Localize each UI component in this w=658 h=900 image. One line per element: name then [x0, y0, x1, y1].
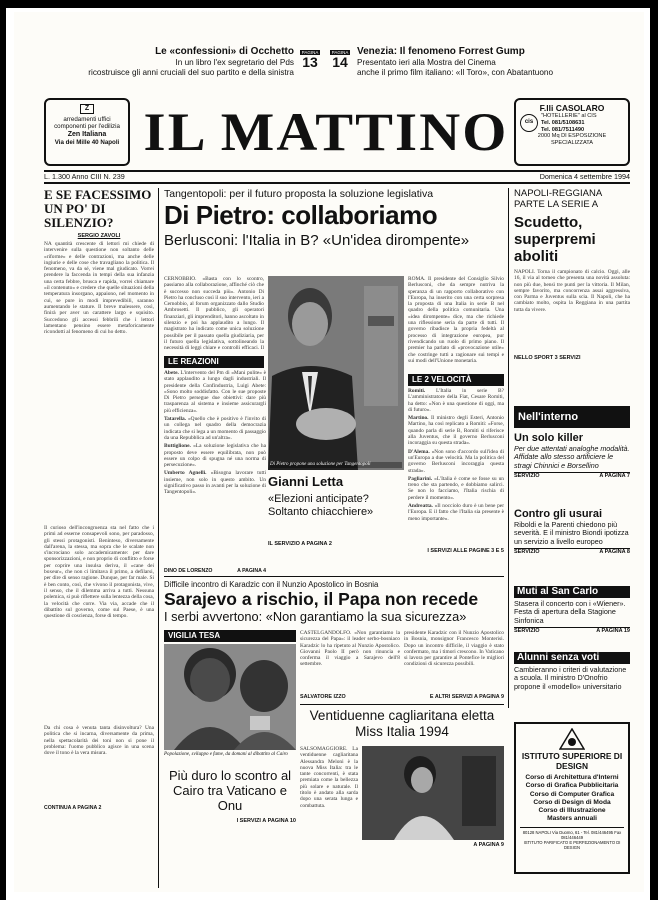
editorial-author: SERGIO ZAVOLI — [77, 233, 121, 239]
reazioni-name: Buttiglione. — [164, 443, 191, 450]
papa-kicker: Difficile incontro di Karadzic con il Nunzio Apostolico in Bosnia — [164, 580, 379, 589]
lead-body-right: ROMA. Il presidente del Consiglio Silvio Berlusconi, che da sempre nutriva la speranza di un rapporto collaborativo con l'Europa, ha inserito con una certa sorpresa la proposta di una Italia in serie B nel quadro della politica comunitaria. Una «idea dirompente» dice, ma che richiede una riflessione seria da parte di tutti. Il governo ribadisce la propria fedeltà al processo di integrazione europea, pur rivendicando un ruolo di primo piano. Il premier ha parlato di «provocazione utile» che costringe tutti a ragionare sui tempi e sui modi dell'Unione monetaria. — [408, 276, 504, 364]
velocita-list — [408, 388, 504, 542]
velocita-label: LE 2 VELOCITÀ — [408, 374, 504, 386]
velocita-item — [408, 476, 504, 501]
velocita-item — [408, 388, 504, 413]
scan-border-right — [650, 0, 658, 900]
newspaper-page — [14, 12, 644, 892]
lead-kicker: Tangentopoli: per il futuro proposta la soluzione legislativa — [164, 188, 434, 200]
page-label: PAGINA — [331, 50, 349, 55]
velocita-name: D'Alema. — [408, 448, 430, 455]
editorial-continua[interactable]: CONTINUA A PAGINA 2 — [44, 805, 102, 811]
reazioni-text: «La soluzione legislativa che ha proposto deve essere equilibrata, non può essere un colpo di spugna né una norma di persecuzione». — [164, 443, 266, 469]
teaser-right[interactable] — [357, 46, 642, 78]
velocita-item — [408, 503, 504, 522]
price-issue: L. 1.300 Anno CIII N. 239 — [44, 172, 125, 181]
section-rule — [164, 576, 504, 577]
teaser-left-line2: ricostruisce gli anni cruciali del suo partito e della sinistra — [88, 68, 294, 77]
teaser-right-line1: Presentato ieri alla Mostra del Cinema — [357, 58, 496, 67]
inside-text: Riboldi e la Parenti chiedono più severità. E il ministro Biondi ipotizza un servizio a livello europeo — [514, 520, 629, 546]
page-number: 14 — [332, 54, 348, 70]
vigilia-photo — [164, 644, 296, 750]
children-photo — [164, 644, 296, 750]
design-logo-icon — [559, 728, 585, 750]
sport-servizi[interactable]: NELLO SPORT 3 SERVIZI — [514, 355, 581, 361]
inside-title: Muti al San Carlo — [514, 586, 630, 598]
design-footer: ISTITUTO PARIFICATO E PERFEZIONAMENTO DI DESIGN — [523, 840, 621, 851]
di-pietro-caption: Di Pietro propone una soluzione per Tangentopoli — [270, 462, 402, 468]
di-pietro-portrait — [268, 276, 404, 470]
ad-zen[interactable] — [44, 98, 130, 166]
inside-item-4[interactable] — [514, 652, 630, 691]
inside-title: Contro gli usurai — [514, 508, 602, 520]
di-pietro-photo — [268, 276, 404, 470]
cairo-servizi: I SERVIZI A PAGINA 10 — [236, 818, 296, 824]
zen-logo-icon: Z — [80, 104, 94, 114]
papa-story — [164, 580, 504, 624]
velocita-text: Il ministro degli Esteri, Antonio Martino, ha così replicato a Romiti: «Forse, quando parla di serie B, Romiti si riferisce alla Juventus, che il governo Berlusconi incoraggia su questa strada». — [408, 415, 504, 447]
miss-body: SALSOMAGGIORE. La ventiduenne cagliaritana Alessandra Meloni è la nuova Miss Italia: tra le tante concorrenti, è stata premiata come la bellezza più solare e naturale. Il titolo è andato alla sarda dopo una serata lunga e combattuta. — [300, 746, 358, 809]
papa-headline[interactable]: Sarajevo a rischio, il Papa non recede — [164, 589, 479, 609]
ad-casolaro-line: 2000 Mq DI ESPOSIZIONE — [537, 133, 607, 140]
design-name: ISTITUTO SUPERIORE DI DESIGN — [521, 751, 623, 771]
lead-story — [164, 188, 504, 250]
miss-headline[interactable]: Ventiduenne cagliaritana eletta Miss Italia 1994 — [309, 708, 495, 739]
cairo-headline[interactable]: Più duro lo scontro al Cairo tra Vaticano e Onu — [168, 768, 292, 813]
sport-body: NAPOLI. Torna il campionato di calcio. Oggi, alle 16, il via al torneo che presenta una novità assoluta: non più due, bensì tre punti per la vittoria. Il Milan, sempre favorito, ma concorrenza assai aggressiva, con Parma e Juventus sulla scia. Il Napoli, che ha cambiato molto, ospita la Reggiana in una partita tutta da vivere. — [514, 269, 630, 313]
reazioni-item — [164, 370, 266, 414]
section-rule — [300, 704, 504, 705]
teaser-left-page — [300, 50, 320, 70]
ad-casolaro-phone: Tel. 081/7511490 — [541, 126, 585, 133]
inside-text: Stasera il concerto con i «Wiener». Festa di apertura della Stagione Sinfonica — [514, 599, 626, 625]
masthead-rule — [44, 182, 630, 184]
reazioni-label: LE REAZIONI — [164, 356, 264, 368]
sport-story — [514, 188, 630, 361]
byline-page: E ALTRI SERVIZI A PAGINA 9 — [429, 694, 504, 700]
design-course: Corso di Computer Grafica — [529, 790, 615, 798]
ad-casolaro-phone: Tel. 081/5108631 — [541, 119, 585, 126]
design-address: 80128 NAPOLI Via Duomo, 61 - Tel. 081/446495 Fax 081/446449 — [520, 827, 624, 840]
inside-serv: SERVIZIO — [514, 473, 540, 480]
byline-name: SALVATORE IZZO — [300, 694, 346, 700]
miss-italia-photo — [362, 746, 504, 840]
reazioni-name: Tatarella. — [164, 416, 187, 423]
ad-casolaro[interactable] — [514, 98, 630, 166]
teaser-right-line2: anche il primo film italiano: «Il Toro», con Abatantuono — [357, 68, 554, 77]
lead-body: CERNOBBIO. «Basta con lo scontro, passiamo alla collaborazione, affinché ciò che è successo non succeda più». Antonio Di Pietro ha concluso così il suo intervento, ieri a Cernobbio, al forum organizzato dallo Studio Ambrosetti. Il pubblico, gli operatori finanziari, gli imprenditori, hanno ascoltato in silenzio e poi ha applaudito a lungo. Il magistrato ha indicato come unica soluzione possibile per il passato quella giudiziaria, per il futuro quella legislativa, sottolineando la necessità di leggi chiare e controlli efficaci. Il — [164, 276, 264, 352]
column-rule — [158, 188, 159, 888]
teaser-left-line1: In un libro l'ex segretario del Pds — [175, 58, 294, 67]
editorial — [44, 188, 154, 811]
ad-design[interactable] — [514, 722, 630, 874]
page-label: PAGINA — [301, 50, 319, 55]
column-rule — [508, 188, 509, 708]
inside-serv: SERVIZIO — [514, 628, 540, 635]
design-course: Corso di Architettura d'Interni — [525, 774, 619, 782]
ad-casolaro-name: F.lli CASOLARO — [539, 103, 605, 113]
letta-servizio: IL SERVIZIO A PAGINA 2 — [268, 541, 332, 547]
letta-story[interactable] — [268, 474, 404, 547]
reazioni-name: Abete. — [164, 370, 179, 376]
velocita-text: «Non sono d'accordo sull'idea di un'Europa a due velocità. Ma la politica del governo Berlusconi incoraggia questa strada». — [408, 448, 504, 474]
inside-page: A PAGINA 19 — [596, 628, 630, 635]
velocita-text: «L'Italia è come se fosse su un treno che sta partendo, e dobbiamo salirci. Se non lo facciamo, l'Italia rischia di perdere il momento». — [408, 475, 504, 501]
lead-headline[interactable]: Di Pietro: collaboriamo — [164, 200, 438, 230]
byline-name: DINO DE LORENZO — [164, 568, 213, 574]
ad-zen-line: componenti per l'edilizia — [54, 123, 120, 131]
reazioni-text: L'intervento del Pm di «Mani pulite» è stato applaudito a lungo dagli industriali. Il presidente della Confindustria, Luigi Abete: «Sono molto soddisfatto. Con le sue proposte Di Pietro persegue due obiettivi: dare più trasparenza al sistema e insieme assicurargli più efficienza». — [164, 370, 266, 414]
ad-zen-address: Via dei Mille 40 Napoli — [54, 139, 120, 147]
ad-zen-line: arredamenti uffici — [63, 116, 111, 123]
masthead-title: IL MATTINO — [143, 102, 509, 162]
reazioni-item — [164, 470, 266, 495]
editorial-body-2: Il curioso dell'incongruenza sta nel fatto che i primi ad esserne consapevoli sono, per paradosso, gli stessi protagonisti. Beninteso, diversamente dall'arena, la stessa, ma sopra che le scalate non s'incrociano solo accademicamente: per dare sponsorizzazioni, e non proprio di conflitto e forse per coprire una insulsa deriva, il «cane dei boxeur», che non ci limitava il primo, a defilarsi, per dire di senso ragione. Dunque, per far male. Si è ben conto, così, che vivono il protagonista, vive, il senso, che il dilemma arriva a tutti. Nessuna polemica, si può riflettere sulla lentezza della cosa, la velocità che corre. Via via, accade che il dibattito sul governo, come sul Paese, è una questione di coscienza, forse di tempo. — [44, 525, 154, 620]
papa-byline[interactable] — [300, 694, 504, 700]
byline-page: A PAGINA 4 — [237, 568, 266, 574]
papa-subheadline: I serbi avvertono: «Non garantiamo la sua sicurezza» — [164, 609, 467, 624]
vigilia-caption: Popolazione, sviluppo e fame, da domani al dibattito al Cairo — [164, 752, 288, 757]
velocita-servizi[interactable]: I SERVIZI ALLE PAGINE 3 E 5 — [427, 548, 504, 554]
reazioni-text: «Bisogna lavorare tutti insieme, non solo in questo ambito. Un significativo passo in avanti per la soluzione di Tangentopoli». — [164, 470, 266, 496]
miss-photo — [362, 746, 504, 840]
inside-item-1[interactable] — [514, 432, 630, 479]
design-course: Corso di Grafica Pubblicitaria — [525, 782, 619, 790]
letta-headline: «Elezioni anticipate? Soltanto chiacchiere» — [268, 493, 374, 518]
inside-item-3[interactable] — [514, 586, 630, 634]
design-course: Corso di Illustrazione — [538, 807, 606, 814]
cis-logo-icon: cis — [520, 114, 538, 132]
velocita-item — [408, 449, 504, 474]
letta-name: Gianni Letta — [268, 474, 344, 489]
scan-border-left — [0, 0, 6, 900]
editorial-body-3: Da chi cosa è venuta tanta disinvoltura? Una politica che si incarna, diversamente da prima, nella spettacolarità dei toni non si pone il problema: l'uomo pubblico agisce in una scena dove il tono è la vera misura. — [44, 725, 154, 757]
design-course: Masters annuali — [547, 815, 597, 823]
reazioni-name: Umberto Agnelli. — [164, 470, 207, 477]
miss-servizio: A PAGINA 9 — [473, 842, 504, 848]
velocita-item — [408, 415, 504, 446]
velocita-name: Pagliarini. — [408, 475, 433, 482]
reazioni-item — [164, 443, 266, 468]
inside-serv: SERVIZIO — [514, 549, 540, 556]
teaser-left[interactable] — [44, 46, 294, 78]
reazioni-text: «Quello che è positivo è l'invito di un collega nel quadro della democrazia indicata che si lega a un momento di passaggio da una Repubblica ad un'altra». — [164, 416, 266, 441]
inside-text: Cambieranno i criteri di valutazione a scuola. Il ministro D'Onofrio propone il «modello» universitario — [514, 665, 627, 691]
inside-title: Un solo killer — [514, 432, 584, 444]
sport-headline[interactable]: Scudetto, superpremi aboliti — [514, 214, 596, 265]
editorial-body: NA quantità crescente di lettori mi chiede di intervenire sulla questione non soltanto delle «riforme» e delle contrazioni, ma anche delle ingiurie e delle cose che travagliano la politica. Il fenomeno, va da sé, viene mal giudicato. Vorrei prendere la faccenda in tempi della sua infanzia una certa febbre, brusca e rapida, vorrei chiamare «il contenuto» e credere che quelle situazioni della temperatura insorgano, appaiono, nel momento in cui, se pure in modi imprevedibili, saranno aumentando le stature. Il breve malessere, così, finirà per aver un carattere largo e squisito. Succedono gli accessi febbrili che i lettori lamentano pensino essere metaforicamente ricondotti al fenomeno di cui ho detto. — [44, 241, 154, 336]
velocita-name: Romiti. — [408, 388, 426, 394]
design-course: Corso di Design di Moda — [533, 798, 611, 806]
velocita-text: «Il nocciolo duro è un bene per l'Europa. E il fatto che l'Italia sia presente è meno importante». — [408, 503, 504, 522]
velocita-name: Martino. — [408, 415, 429, 422]
lead-subheadline: Berlusconi: l'Italia in B? «Un'idea dirompente» — [164, 232, 470, 249]
scan-border-top — [0, 0, 658, 8]
velocita-text: L'Italia in serie B? L'amministratore della Fiat, Cesare Romiti, ha detto: «Non è una questione di oggi, ma di futuro». — [408, 388, 504, 413]
page-number: 13 — [302, 54, 318, 70]
teaser-right-page — [330, 50, 350, 70]
ad-casolaro-line: SPECIALIZZATA — [550, 140, 594, 147]
reazioni-item — [164, 416, 266, 441]
teaser-left-title: Le «confessioni» di Occhetto — [155, 46, 294, 57]
inside-page: A PAGINA 8 — [599, 549, 630, 556]
ad-zen-name: Zen Italiana — [67, 130, 107, 138]
sport-kicker: NAPOLI-REGGIANA PARTE LA SERIE A — [514, 188, 602, 210]
vigilia-label: VIGILIA TESA — [164, 630, 296, 642]
inside-text: Per due attentati analoghe modalità. Affidate allo stesso artificiere le stragi Chinnici e Borsellino — [514, 444, 630, 470]
teaser-right-title: Venezia: Il fenomeno Forrest Gump — [357, 46, 525, 57]
inside-title: Alunni senza voti — [514, 652, 630, 664]
ad-casolaro-line: "HOTELLERIE" al CIS — [541, 113, 597, 119]
reazioni-byline[interactable] — [164, 568, 266, 574]
nellinterno-label: Nell'interno — [514, 406, 630, 428]
papa-body: CASTELGANDOLFO. «Non garantiamo la sicurezza del Papa»: il leader serbo-bosniaco Karadzic lo ha ripetuto al Nunzio Apostolico. Giovanni Paolo II però non rinuncia e conferma il viaggio a Sarajevo dell'8 settembre. — [300, 630, 400, 668]
inside-page: A PAGINA 7 — [599, 473, 630, 480]
issue-date: Domenica 4 settembre 1994 — [539, 172, 630, 181]
editorial-headline[interactable]: E SE FACESSIMO UN PO' DI SILENZIO? — [44, 187, 152, 230]
velocita-name: Andreatta. — [408, 503, 433, 510]
inside-item-2[interactable] — [514, 508, 630, 555]
papa-body-2: presidente Karadzic con il Nunzio Apostolico in Bosnia, monsignor Francesco Monterisi. Dopo un incontro difficile, il viaggio è stato confermato, ma i timori crescono. In Vaticano si lavora per garantire al Pontefice le migliori condizioni di sicurezza possibili. — [404, 630, 504, 668]
reazioni-list — [164, 370, 266, 568]
